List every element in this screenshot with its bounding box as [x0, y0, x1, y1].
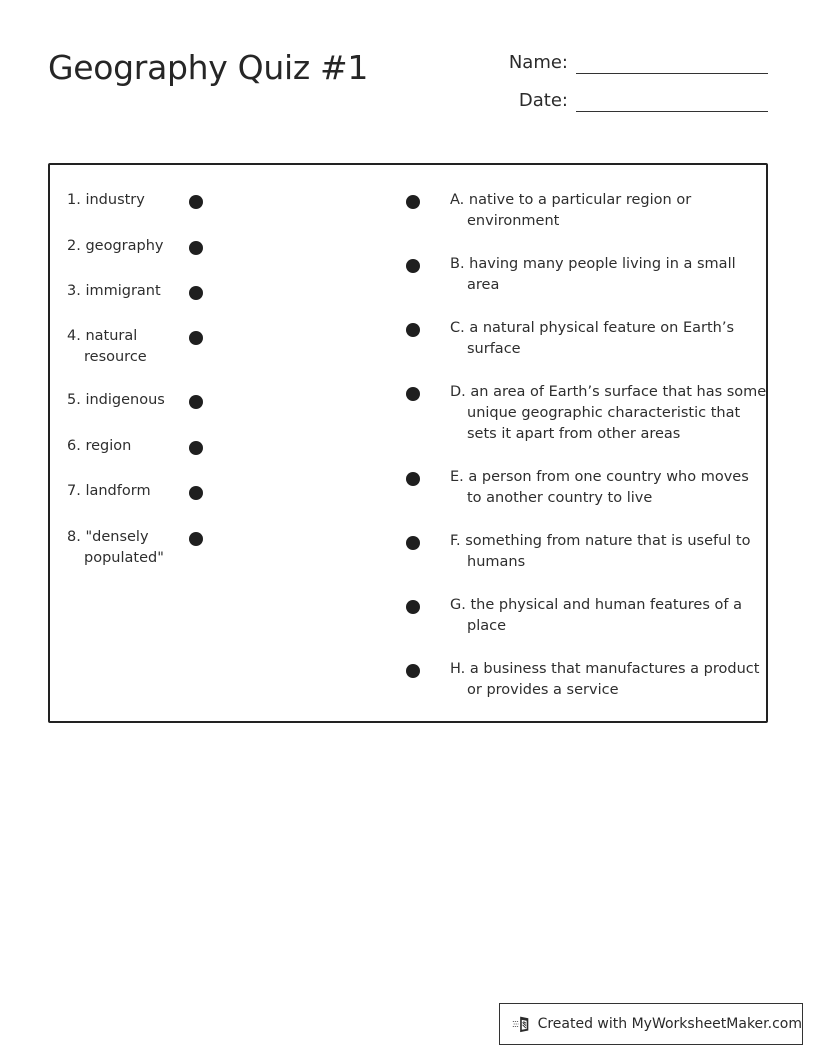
term-text: natural resource	[84, 328, 147, 365]
term-number: 4.	[67, 328, 81, 344]
term-8-connector-dot[interactable]	[189, 532, 203, 546]
definition-b	[450, 254, 767, 296]
definition-h	[450, 659, 767, 701]
term-1	[67, 190, 177, 211]
name-field	[498, 52, 768, 74]
definition-letter: H.	[450, 661, 466, 677]
def-a-connector-dot[interactable]	[406, 195, 420, 209]
term-6-connector-dot[interactable]	[189, 441, 203, 455]
definition-letter: E.	[450, 469, 464, 485]
definition-f	[450, 531, 767, 573]
definition-text: native to a particular region or environment	[467, 192, 692, 229]
definition-letter: D.	[450, 384, 466, 400]
def-c-connector-dot[interactable]	[406, 323, 420, 337]
term-text: landform	[85, 483, 151, 499]
term-4-connector-dot[interactable]	[189, 331, 203, 345]
definition-e	[450, 467, 767, 509]
term-5	[67, 390, 177, 411]
def-f-connector-dot[interactable]	[406, 536, 420, 550]
date-blank-line[interactable]	[576, 111, 768, 112]
term-number: 1.	[67, 192, 81, 208]
term-number: 5.	[67, 392, 81, 408]
definition-text: the physical and human features of a place	[467, 597, 742, 634]
date-label: Date:	[518, 90, 568, 111]
term-8	[67, 527, 184, 569]
definition-g	[450, 595, 767, 637]
definition-text: a business that manufactures a product or provides a service	[467, 661, 760, 698]
definition-text: having many people living in a small area	[467, 256, 736, 293]
definition-d	[450, 382, 767, 445]
definition-letter: C.	[450, 320, 465, 336]
term-3	[67, 281, 177, 302]
definition-text: a natural physical feature on Earth’s surface	[467, 320, 735, 357]
def-b-connector-dot[interactable]	[406, 259, 420, 273]
term-5-connector-dot[interactable]	[189, 395, 203, 409]
term-2-connector-dot[interactable]	[189, 241, 203, 255]
term-number: 6.	[67, 438, 81, 454]
term-1-connector-dot[interactable]	[189, 195, 203, 209]
page-title: Geography Quiz #1	[48, 48, 369, 87]
term-number: 7.	[67, 483, 81, 499]
definition-letter: F.	[450, 533, 461, 549]
term-text: industry	[85, 192, 145, 208]
term-number: 3.	[67, 283, 81, 299]
def-h-connector-dot[interactable]	[406, 664, 420, 678]
name-label: Name:	[508, 52, 568, 73]
term-text: "densely populated"	[84, 529, 164, 566]
term-6	[67, 436, 177, 457]
date-field	[498, 90, 768, 112]
def-d-connector-dot[interactable]	[406, 387, 420, 401]
term-text: indigenous	[85, 392, 165, 408]
footer-credit-text: Created with MyWorksheetMaker.com	[537, 1016, 802, 1032]
term-7	[67, 481, 177, 502]
term-number: 8.	[67, 529, 81, 545]
term-2	[67, 236, 177, 257]
def-g-connector-dot[interactable]	[406, 600, 420, 614]
definition-letter: A.	[450, 192, 465, 208]
def-e-connector-dot[interactable]	[406, 472, 420, 486]
definition-text: something from nature that is useful to humans	[465, 533, 751, 570]
term-text: region	[85, 438, 132, 454]
definition-letter: G.	[450, 597, 466, 613]
definition-letter: B.	[450, 256, 465, 272]
name-blank-line[interactable]	[576, 73, 768, 74]
definition-text: an area of Earth’s surface that has some unique geographic characteristic that sets it apart from other areas	[467, 384, 767, 442]
term-3-connector-dot[interactable]	[189, 286, 203, 300]
term-7-connector-dot[interactable]	[189, 486, 203, 500]
definition-c	[450, 318, 767, 360]
term-text: immigrant	[85, 283, 161, 299]
term-number: 2.	[67, 238, 81, 254]
term-4	[67, 326, 184, 368]
term-text: geography	[85, 238, 164, 254]
definition-a	[450, 190, 767, 232]
matching-box	[48, 163, 768, 723]
footer-credit-badge[interactable]	[499, 1003, 803, 1045]
definition-text: a person from one country who moves to another country to live	[467, 469, 749, 506]
worksheet-maker-logo-icon	[512, 1013, 532, 1035]
